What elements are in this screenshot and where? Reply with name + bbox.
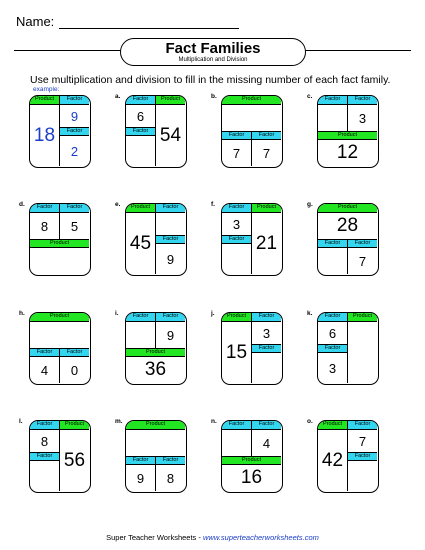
factor-header: Factor (30, 204, 59, 213)
factor-header: Factor (156, 235, 185, 244)
factor-header: Factor (318, 344, 347, 353)
product-value: 12 (336, 142, 359, 163)
problem-letter: i. (115, 310, 119, 317)
factor-header: Factor (126, 96, 155, 105)
product-header: Product (318, 204, 377, 213)
factor-value: 3 (262, 325, 271, 341)
product-header: Product (30, 96, 59, 105)
product-value: 45 (129, 232, 152, 254)
factor-value: 8 (166, 470, 175, 486)
factor-header: Factor (222, 131, 251, 140)
factor-value: 4 (262, 435, 271, 451)
factor-value: 9 (136, 470, 145, 486)
problem-letter: a. (115, 93, 121, 100)
factor-header: Factor (30, 452, 59, 461)
example-fact-family (29, 95, 91, 168)
problem-letter: b. (211, 93, 217, 100)
product-header: Product (222, 456, 281, 465)
fact-family-card (125, 312, 187, 385)
footer-text: Super Teacher Worksheets - (106, 533, 203, 542)
factor-header: Factor (252, 344, 281, 353)
factor-value[interactable] (222, 244, 251, 274)
product-value: 54 (159, 124, 182, 146)
fact-family-card (221, 420, 283, 493)
product-header: Product (156, 96, 185, 105)
factor-header: Factor (30, 348, 59, 357)
fact-family-card (125, 95, 187, 168)
factor-header: Factor (252, 131, 281, 140)
problem-letter: f. (211, 201, 215, 208)
factor-header: Factor (222, 421, 251, 430)
factor-header: Factor (60, 348, 89, 357)
footer-url[interactable]: www.superteacherworksheets.com (202, 533, 319, 542)
factor-value: 2 (70, 143, 79, 159)
factor-header: Factor (252, 421, 281, 430)
factor-value[interactable] (348, 461, 377, 491)
fact-family-card (221, 95, 283, 168)
factor-value: 5 (70, 218, 79, 234)
factor-value: 7 (358, 253, 367, 269)
problem-letter: m. (115, 418, 123, 425)
product-value[interactable] (30, 248, 89, 274)
problem-letter: h. (19, 310, 25, 317)
product-value: 36 (144, 359, 167, 380)
example-label: example: (33, 86, 60, 93)
factor-header: Factor (60, 127, 89, 136)
problem-letter: c. (307, 93, 313, 100)
problem-letter: d. (19, 201, 25, 208)
factor-value: 8 (40, 433, 49, 449)
factor-value: 9 (70, 108, 79, 124)
product-header: Product (318, 131, 377, 140)
factor-header: Factor (318, 96, 347, 105)
problem-letter: e. (115, 201, 121, 208)
problem-letter: k. (307, 310, 313, 317)
factor-header: Factor (348, 452, 377, 461)
factor-header: Factor (252, 313, 281, 322)
factor-value[interactable] (126, 136, 155, 166)
problem-letter: o. (307, 418, 313, 425)
product-header: Product (30, 239, 89, 248)
factor-value: 6 (136, 108, 145, 124)
problem-letter: g. (307, 201, 313, 208)
factor-value: 7 (262, 145, 271, 161)
factor-value: 7 (358, 433, 367, 449)
product-value: 21 (255, 232, 278, 254)
product-header: Product (126, 348, 185, 357)
factor-value: 6 (328, 325, 337, 341)
factor-value[interactable] (318, 105, 347, 131)
product-header: Product (252, 204, 281, 213)
problem-letter: j. (211, 310, 215, 317)
problem-letter: n. (211, 418, 217, 425)
product-value: 56 (63, 449, 86, 471)
factor-header: Factor (222, 235, 251, 244)
factor-value[interactable] (126, 322, 155, 348)
factor-value[interactable] (252, 353, 281, 383)
factor-value: 8 (40, 218, 49, 234)
fact-family-card (221, 203, 283, 276)
product-value: 15 (225, 341, 248, 363)
factor-header: Factor (348, 239, 377, 248)
product-header: Product (222, 313, 251, 322)
product-value[interactable] (30, 322, 89, 348)
factor-value: 0 (70, 362, 79, 378)
name-label: Name: (16, 14, 55, 29)
factor-header: Factor (30, 421, 59, 430)
fact-family-card (317, 95, 379, 168)
product-header: Product (60, 421, 89, 430)
factor-header: Factor (348, 421, 377, 430)
factor-value: 3 (328, 360, 337, 376)
factor-value: 7 (232, 145, 241, 161)
product-value: 42 (321, 449, 344, 471)
factor-header: Factor (60, 96, 89, 105)
factor-value: 4 (40, 362, 49, 378)
factor-header: Factor (318, 313, 347, 322)
factor-value[interactable] (156, 213, 185, 235)
product-value[interactable] (348, 322, 377, 383)
fact-family-card (221, 312, 283, 385)
product-value: 28 (336, 215, 359, 236)
product-header: Product (126, 204, 155, 213)
fact-family-card (317, 420, 379, 493)
fact-family-card (125, 203, 187, 276)
factor-header: Factor (126, 456, 155, 465)
factor-value[interactable] (318, 248, 347, 274)
factor-header: Factor (60, 204, 89, 213)
factor-value: 9 (166, 327, 175, 343)
page-title: Fact Families (165, 40, 261, 57)
footer (0, 533, 425, 542)
factor-value: 3 (358, 110, 367, 126)
factor-header: Factor (156, 313, 185, 322)
product-value[interactable] (126, 430, 185, 456)
problem-letter: l. (19, 418, 23, 425)
product-header: Product (30, 313, 89, 322)
factor-header: Factor (156, 204, 185, 213)
fact-family-card (125, 420, 187, 493)
factor-header: Factor (126, 127, 155, 136)
factor-header: Factor (222, 204, 251, 213)
product-value: 16 (240, 467, 263, 488)
factor-value[interactable] (30, 461, 59, 491)
factor-header: Factor (348, 96, 377, 105)
product-value[interactable] (222, 105, 281, 131)
fact-family-card (29, 312, 91, 385)
factor-header: Factor (318, 239, 347, 248)
fact-family-card (317, 312, 379, 385)
factor-header: Factor (126, 313, 155, 322)
product-header: Product (318, 421, 347, 430)
fact-family-card (29, 420, 91, 493)
fact-family-card (317, 203, 379, 276)
factor-header: Factor (156, 456, 185, 465)
product-header: Product (348, 313, 377, 322)
product-header: Product (126, 421, 185, 430)
product-header: Product (222, 96, 281, 105)
factor-value: 3 (232, 216, 241, 232)
instructions: Use multiplication and division to fill in the missing number of each fact family. (30, 74, 391, 86)
page-subtitle: Multiplication and Division (178, 57, 248, 63)
fact-family-card (29, 203, 91, 276)
product-value: 18 (33, 124, 56, 146)
factor-value[interactable] (222, 430, 251, 456)
factor-value: 9 (166, 251, 175, 267)
